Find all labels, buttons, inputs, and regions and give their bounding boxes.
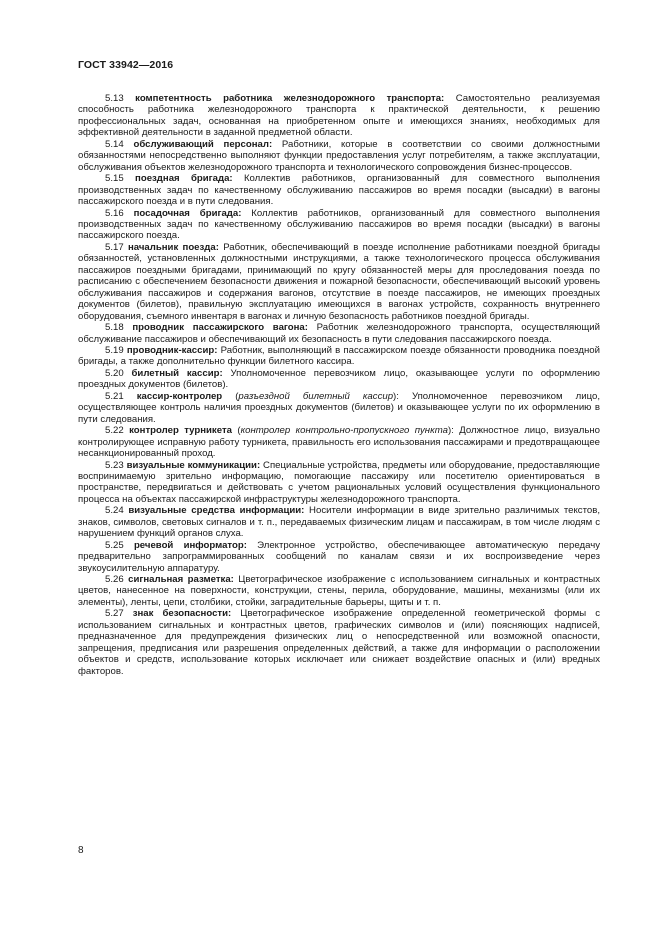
term: визуальные средства информации: [128, 505, 305, 517]
term: компетентность работника железнодорожного транспорта: [135, 93, 445, 104]
term: визуальные коммуникации: [126, 459, 261, 471]
term: знак безопасности: [132, 608, 232, 620]
term: начальник поезда: [127, 241, 219, 253]
definition-text: Электронное устройство, обеспечивающее автоматическую передачу предварительно запрограммированных сообщений по каналам связи и их воспроизведение через звукоусилительную аппаратуру. [78, 539, 600, 574]
definition-text: : Уполномоченное перевозчиком лицо, осуществляющее контроль наличия проездных документов (билетов) и оказывающее услуги по их оформлению в пути следования. [78, 390, 600, 425]
definition-paragraph [78, 505, 600, 539]
term: сигнальная разметка: [128, 574, 234, 586]
definition-paragraph [78, 93, 600, 139]
definition-text: Специальные устройства, предметы или оборудование, предоставляющие воспринимаемую зрительно информацию, помогающие пассажиру или посетителю ориентироваться в пространстве, передвигаться и действовать с учетом рациональных условий осуществления функционального процесса на объектах пассажирской инфраструктуры железнодорожного транспорта. [78, 459, 600, 505]
definition-text: Работник, выполняющий в пассажирском поезде обязанности проводника поездной бригады, а также дополнительно функции билетного кассира. [78, 344, 600, 368]
term: поездная бригада: [135, 173, 233, 185]
clause-number: 5.21 [105, 390, 124, 402]
clause-number: 5.25 [105, 539, 124, 551]
clause-number: 5.23 [105, 459, 124, 471]
clause-number: 5.24 [105, 505, 124, 517]
page-number: 8 [78, 845, 84, 856]
term: обслуживающий персонал: [133, 138, 273, 150]
clause-number: 5.17 [105, 241, 124, 253]
clause-number: 5.15 [105, 173, 124, 185]
term: проводник-кассир: [126, 344, 218, 356]
clause-number: 5.14 [105, 138, 124, 150]
definition-text: Коллектив работников, организованный для совместного выполнения производственных задач по качественному обслуживанию пассажиров во время посадки (высадки) в вагоны пассажирского поезда. [78, 207, 600, 242]
term: речевой информатор: [133, 539, 247, 551]
definition-paragraph [78, 460, 600, 506]
document-header: ГОСТ 33942—2016 [78, 59, 174, 71]
definition-text: : Должностное лицо, визуально контролирующее исправную работу турникета, правильность его использования пассажирами и предотвращающее несанкционированный проход. [78, 425, 600, 460]
definition-paragraph [78, 139, 600, 173]
definition-paragraph [78, 540, 600, 574]
clause-number: 5.19 [105, 344, 124, 356]
term: билетный кассир: [131, 367, 223, 379]
definition-paragraph: 5.21 кассир-контролер (разъездной билетный кассир): Уполномоченное перевозчиком лицо, осуществляющее контроль наличия проездных документов (билетов) и оказывающее услуги по их оформлению в пути следования. [78, 390, 600, 425]
alternative-term: контролер контрольно-пропускного пункта [240, 425, 448, 437]
term: проводник пассажирского вагона: [132, 322, 308, 334]
definition-text: Уполномоченное перевозчиком лицо, оказывающее услуги по оформлению проездных документов (билетов). [78, 367, 601, 391]
definition-paragraph [78, 242, 600, 322]
definition-text: Цветографическое изображение с использованием сигнальных и контрастных цветов, нанесенное на поверхности, конструкции, стены, перила, оборудование, машины, механизмы (или их элементы), ленты, цепи, столбики, стойки, заградительные барьеры, щиты и т. п. [78, 574, 600, 608]
document-body [78, 93, 600, 677]
definition-paragraph [78, 574, 600, 608]
definition-text: Носители информации в виде зрительно различимых текстов, знаков, символов, световых сигналов и т. п., передаваемых физическим лицам и пассажирам, в том числе людям с нарушением функций органов слуха. [78, 505, 600, 540]
clause-number: 5.22 [105, 425, 124, 437]
clause-number: 5.18 [105, 322, 124, 334]
definition-text: Цветографическое изображение определенной геометрической формы с использованием сигнальных и контрастных цветов, графических символов и (или) поясняющих надписей, предназначенное для предупреждения физических лиц о непосредственной или возможной опасности, запрещения, предписания или разрешения определенных действий, а также для информации о расположении объектов и средств, использование которых исключает или снижает воздействие опасных и (или) вредных факторов. [78, 608, 600, 677]
definition-paragraph [78, 173, 600, 207]
definition-text: Работник железнодорожного транспорта, осуществляющий обслуживание пассажиров и обеспечивающий их безопасность в пути следования пассажирского поезда. [78, 322, 601, 345]
definition-paragraph [78, 368, 600, 391]
definition-text: Работники, которые в соответствии со своими должностными обязанностями непосредственно выполняют функции предоставления услуг потребителям, а также эксплуатации, обслуживания объектов железнодорожного транспорта и технологического сопровождения бизнес-процессов. [78, 138, 601, 173]
clause-number: 5.16 [105, 207, 124, 219]
clause-number: 5.13 [105, 93, 124, 104]
alternative-term: разъездной билетный кассир [238, 390, 394, 402]
definition-paragraph [78, 345, 600, 368]
definition-text: Самостоятельно реализуемая способность работника железнодорожного транспорта к практической деятельности, к решению профессиональных задач, основанная на приобретенном опыте и имеющихся знаниях, необходимых для эффективной деятельности в заданной предметной области. [78, 93, 601, 139]
definition-paragraph [78, 608, 600, 677]
clause-number: 5.27 [105, 608, 124, 620]
definition-text: Работник, обеспечивающий в поезде исполнение работниками поездной бригады обязанностей, установленных должностными инструкциями, а также технологического процесса обслуживания пассажиров поездными бригадами, принимающий по кругу обязанностей меры для проследования поезда по расписанию с обеспечением безопасности движения и пожарной безопасности, обеспечивающий высокий уровень обслуживания пассажиров и содержания вагонов, отсутствие в поезде пассажиров, не имеющих проездных документов (билетов), правильную эксплуатацию имеющихся в вагонах устройств, сохранность внутреннего оборудования, съемного инвентаря в вагонах и личную безопасность работников поездной бригады. [78, 241, 601, 322]
definition-text: Коллектив работников, организованный для совместного выполнения производственных задач по качественному обслуживанию пассажиров во время посадки (высадки) в вагоны пассажирского поезда и в пути следования. [78, 173, 600, 208]
clause-number: 5.26 [105, 574, 124, 586]
term: контролер турникета [129, 425, 232, 437]
term: кассир-контролер [136, 390, 223, 402]
definition-paragraph: 5.22 контролер турникета (контролер контрольно-пропускного пункта): Должностное лицо, визуально контролирующее исправную работу турникета, правильность его использования пассажирами и предотвращающее несанкционированный проход. [78, 425, 600, 460]
definition-paragraph [78, 322, 600, 345]
term: посадочная бригада: [133, 207, 242, 219]
definition-paragraph [78, 208, 600, 242]
clause-number: 5.20 [105, 367, 124, 379]
